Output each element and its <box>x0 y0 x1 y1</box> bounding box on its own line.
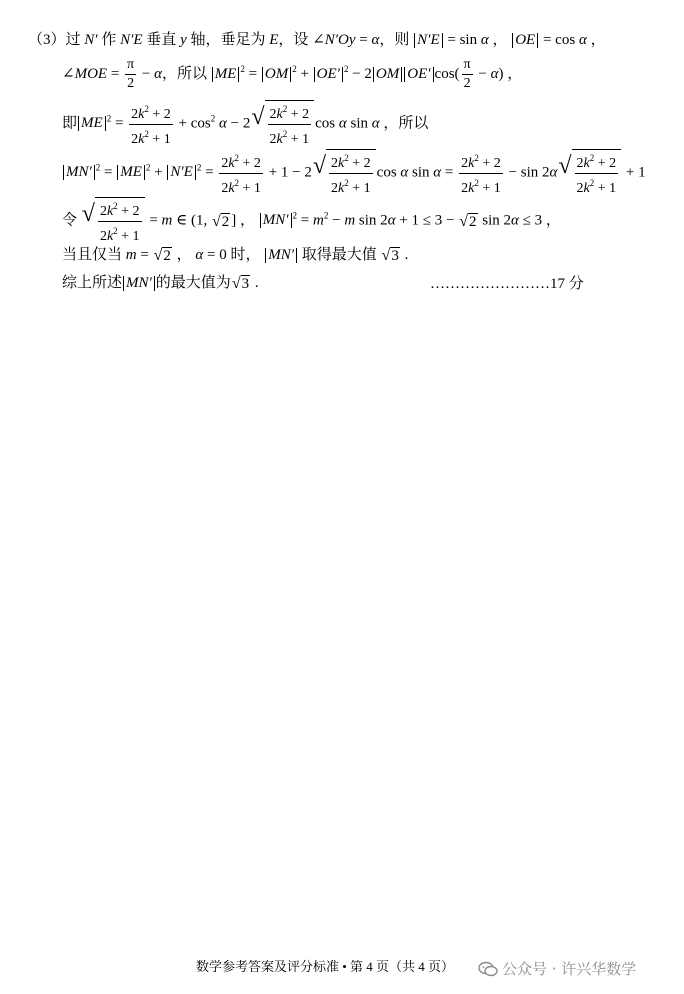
solution-line-6: 当且仅当 m = √ 2 ， α = 0 时， MN′ 取得最大值 √ 3 . <box>62 246 409 264</box>
wechat-icon <box>478 961 498 977</box>
part-label: （3） <box>28 32 66 48</box>
solution-line-3: 即 ME $^2$ = $\frac{2k^2 + 2}{2k^2 + 1}$ + $\cos^2 \alpha - 2$ √ $\frac{2k^2 + 2}{2k^2 + 1}$ cos α sin α ，所以 <box>62 100 428 148</box>
solution-line-4: MN′ $^2$ = ME $^2$ + N′E $^2$ = $\frac{2k^2 + 2}{2k^2 + 1}$ + 1 − 2 √ $\frac{2k^2 + 2}{2k^2 + 1}$ cos α sin α = $\frac{2k^2 + 2}{2k^2 + 1}$ − sin 2α √ $\frac{2k^2 + 2}{2k^2 + 1}$ + 1 <box>62 149 646 197</box>
solution-line-2: ∠MOE = $\frac{\pi}{2}$ − α，所以 ME $^2$ = OM $^2$ + OE′ $^2$ − 2 OM OE′ cos( $\frac{\pi}{2}$ − α) ， <box>62 57 523 91</box>
score-marker: ……………………17 分 <box>430 276 584 292</box>
solution-line-7: 综上所述 MN′ 的最大值为 √ 3 . <box>62 274 259 292</box>
solution-line-1: （3）过 N′ 作 N′E 垂直 y 轴，垂足为 E，设 ∠N′Oy = α，则 N′E = sin α ， OE = cos α ， <box>28 32 606 48</box>
watermark: 公众号 · 许兴华数学 <box>478 958 636 979</box>
page-footer: 数学参考答案及评分标准 • 第 4 页（共 4 页） <box>196 959 455 974</box>
solution-line-5: 令 √ $\frac{2k^2 + 2}{2k^2 + 1}$ = m ∈ (1, √ 2 ] ， MN′ $^2 = m^2 - m$ sin 2α + 1 ≤ 3 − √ 2 sin 2α ≤ 3 ， <box>62 197 561 245</box>
